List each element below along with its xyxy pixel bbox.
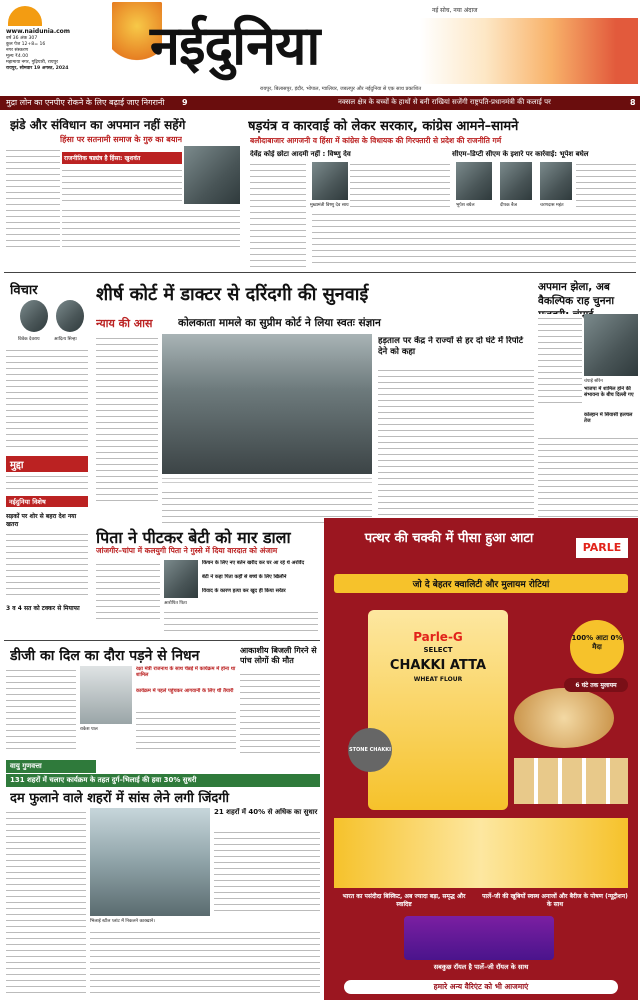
photo-champai (584, 314, 638, 376)
photo-protest (162, 334, 372, 474)
top-strip (0, 96, 640, 110)
father-body (96, 560, 160, 620)
caption-deepak: दीपक बैज (500, 203, 517, 208)
vichar-name-2: आदित्य सिन्हा (54, 337, 77, 342)
url[interactable]: www.naidunia.com (6, 28, 71, 35)
logo: नईदुनिया (150, 13, 320, 77)
photo-mahant (540, 162, 572, 200)
photo-deepak (500, 162, 532, 200)
lightning-body (240, 670, 320, 754)
father-subhead: जांजगीर–चांपा में कलयुगी पिता ने गुस्से में दिया वारदात को अंजाम (96, 546, 278, 555)
edition-meta: वर्ष 36 अंक 307 कुल पेज 12+8= 16 नगर संस्करण मूल्य ₹4.00 महामाया नगर, गुढ़ियारी, रायपुर रायपुर, सोमवार 19 अगस्त, 2024 (6, 36, 69, 71)
divider (4, 640, 320, 641)
tagline: नई सोच, नया अंदाज (432, 7, 478, 14)
dg-body (6, 666, 76, 754)
grains-row (514, 758, 628, 804)
doctor-kicker: न्याय की आस (96, 317, 153, 330)
father-note-2: बेटी ने कहा पिता कहीं से बच्चे के लिए खिलौने (202, 574, 287, 580)
air-headline[interactable]: दम फुलाने वाले शहरों में सांस लेने लगी जिंदगी (10, 791, 229, 806)
stone-chakki-icon: STONE CHAKKI (348, 728, 392, 772)
quote-bhupesh: सीएम–डिप्टी सीएम के इशारे पर कार्रवाई: भूपेश बघेल (452, 150, 589, 158)
photo-aditya (56, 300, 84, 332)
champai-caption: चंपाई सोरेन (584, 379, 603, 384)
pack-product: Parle-G (413, 630, 463, 644)
father-note-3: विवाद के कारण हत्या कर खुद ही किया सरेंडर (202, 588, 286, 594)
father-note-1: किचन के लिए नए बर्तन खरीद कर घर आ रहे थे अरविंद (202, 560, 305, 566)
dg-headline[interactable]: डीजी का दिल का दौरा पड़ने से निधन (10, 648, 200, 664)
brief-body (6, 530, 88, 600)
masthead (0, 0, 640, 98)
photo-rakesh-pal (80, 666, 132, 724)
photo-steel-plant (90, 808, 210, 916)
lightning-headline[interactable]: आकाशीय बिजली गिरने से पांच लोगों की मौत (240, 646, 317, 665)
champai-body-2 (538, 434, 638, 518)
parle-brand-logo: PARLE (576, 538, 628, 558)
main-subhead: बलौदाबाजार आगजनी व हिंसा में कांग्रेस के विधायक की गिरफ्तारी से प्रदेश की राजनीति गर्म (250, 136, 502, 145)
father-body-2 (164, 608, 318, 636)
strip-right[interactable]: नक्सल क्षेत्र के बच्चों के हाथों से बनी राखियां सजेंगी राष्ट्रपति-प्रधानमंत्री की कलाई पर (338, 98, 551, 106)
sun-logo-icon (8, 6, 42, 26)
left-badge: राजनीतिक षड्यंत्र है हिंसा: खुशवंत (62, 152, 182, 164)
father-headline[interactable]: पिता ने पीटकर बेटी को मार डाला (96, 528, 291, 547)
champai-headline[interactable]: अपमान झेला, अब वैकल्पिक राह चुनना (538, 281, 615, 307)
ad-footer[interactable]: हमारे अन्य वैरिएंट को भी आजमाएं (344, 980, 618, 994)
photo-vivek (20, 300, 48, 332)
caption-mahant: चरणदास महंत (540, 203, 564, 208)
vishesh-label: नईदुनिया विशेष (6, 496, 88, 507)
air-label: वायु गुणवत्ता (6, 760, 96, 773)
father-caption: आरोपित पिता (164, 601, 187, 606)
doctor-headline[interactable]: शीर्ष कोर्ट में डाक्टर से दरिंदगी की सुनवाई (96, 284, 369, 305)
air-strap: 131 शहरों में चलाए कार्यक्रम के तहत दुर्ग–भिलाई की हवा 30% सुधरी (6, 774, 320, 787)
divider (4, 272, 636, 273)
main-body (250, 160, 306, 268)
air-box-headline[interactable]: 21 शहरों में 40% से अधिक का सुधार (214, 808, 318, 816)
protest-caption (162, 476, 372, 484)
festival-illustration-right (420, 18, 638, 84)
pack-wheat-flour: WHEAT FLOUR (413, 676, 463, 683)
dg-bullet-2: कार्यक्रम में पहले पहुंचकर आगवानी के लिए थी तैयारी (136, 688, 234, 694)
mudda-body (6, 472, 88, 494)
claim-left: भारत का पसंदीदा बिस्किट, अब ज्यादा बड़ा, समृद्ध और स्वादिष्ट (342, 893, 466, 908)
doctor-body (96, 334, 158, 504)
ad-cta: सबकुछ रॉयल है पार्ले–जी रॉयल के साथ (433, 963, 529, 971)
badge-100-percent: 100% आटा 0% मैदा (570, 620, 624, 674)
air-body (6, 808, 86, 998)
champai-bullet-2: कोल्हान में सियासी हलचल तेज (584, 412, 633, 424)
vichar-body (6, 346, 88, 450)
photo-khushwant (184, 146, 240, 204)
doctor-side-headline[interactable]: हड़ताल पर केंद्र ने राज्यों से हर दो घंटे में रिपोर्ट देने को कहा (378, 336, 524, 357)
ad-subhead: जो दे बेहतर क्वालिटी और मुलायम रोटियां (334, 574, 628, 593)
biscuit-packs (334, 818, 628, 888)
quote-vishnu: देवेंद्र कोई छोटा आदमी नहीं : विष्णु देव (250, 150, 351, 158)
vichar-name-1: विवेक देवराय (18, 337, 40, 342)
caption-bhupesh: भूपेश बघेल (456, 203, 475, 208)
badge-6-hours: 6 घंटे तक मुलायम (564, 678, 628, 692)
left-headline[interactable]: झंडे और संविधान का अपमान नहीं सहेंगे (10, 118, 186, 132)
dg-caption: राकेश पाल (80, 727, 98, 732)
strip-left[interactable]: मुद्रा लोन का एनपीए रोकने के लिए बढ़ाई जाए निगरानी (6, 98, 165, 107)
mudda-label: मुद्दा (6, 456, 88, 472)
dg-body-2 (136, 708, 236, 754)
photo-father (164, 560, 198, 598)
ad-headline: पत्थर की चक्की में पीसा हुआ आटा (364, 531, 534, 546)
left-body-3 (62, 206, 240, 252)
air-body-2 (90, 928, 320, 998)
editions-line: रायपुर, बिलासपुर, इंदौर, भोपाल, ग्वालियर, जबलपुर और नईदुनिया से एक साथ प्रकाशित (260, 86, 422, 92)
main-body-4 (312, 210, 636, 268)
main-headline[interactable]: षड़यंत्र व कारवाई को लेकर सरकार, कांग्रेस आमने–सामने (248, 119, 519, 134)
dg-bullet-1: रक्षा मंत्री राजनाथ के साथ चेन्नई में कार्यक्रम में होना था शामिल (136, 666, 236, 678)
claim-right: पार्ले–जी की खूबियों स्वस्थ अनाजों और बैरीज के पोषण (न्यूट्रीशन) के साथ (482, 893, 628, 908)
roti-plate-icon (514, 688, 614, 748)
left-subhead: हिंसा पर सतनामी समाज के गुरु का बयान (60, 135, 183, 144)
brief-headline-2[interactable]: 3 व 4 सत को टक्कर से मियाफा (6, 605, 80, 612)
parle-royale-pack (404, 916, 554, 960)
doctor-side-body (378, 366, 534, 528)
pack-select: SELECT (423, 646, 453, 654)
champai-body (538, 314, 582, 404)
parle-advertisement[interactable] (324, 518, 638, 1000)
air-caption: भिलाई स्टील प्लांट में निकलने कारखाने। (90, 919, 155, 924)
pack-chakki-atta: CHAKKI ATTA (389, 658, 487, 673)
left-body (6, 146, 60, 252)
doctor-subhead: कोलकाता मामले का सुप्रीम कोर्ट ने लिया स्वतः संज्ञान (178, 317, 381, 329)
caption-cm: मुख्यमंत्री विष्णु देव साय (310, 203, 349, 208)
photo-cm (312, 162, 348, 200)
air-box-body (214, 828, 320, 916)
vichar-label: विचार (10, 283, 38, 298)
brief-headline[interactable]: सड़कों पर शोर से बहरा देश नया खतरा (6, 513, 77, 528)
champai-bullet-1: भाजपा में शामिल होने की संभावना के बीच दिल्ली गए (584, 386, 634, 398)
strip-left-page: 9 (182, 98, 188, 107)
photo-bhupesh (456, 162, 492, 200)
strip-right-page: 8 (630, 98, 636, 107)
